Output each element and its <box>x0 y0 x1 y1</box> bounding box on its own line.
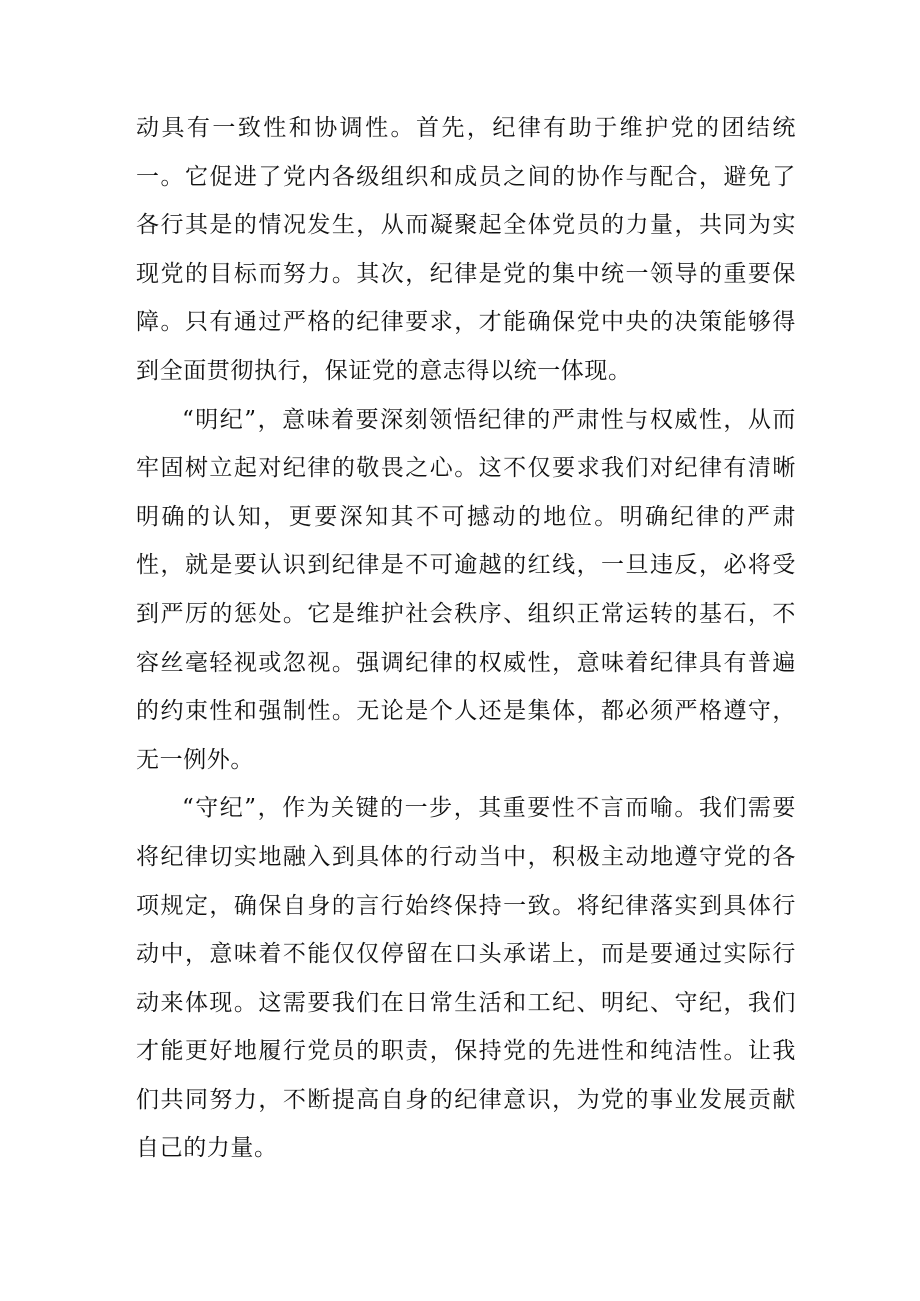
paragraph-3-shouji: “守纪”，作为关键的一步，其重要性不言而喻。我们需要将纪律切实地融入到具体的行动当中，积极主动地遵守党的各项规定，确保自身的言行始终保持一致。将纪律落实到具体行动中，意味着不能仅仅停留在口头承诺上，而是要通过实际行动来体现。这需要我们在日常生活和工纪、明纪、守纪，我们才能更好地履行党员的职责，保持党的先进性和纯洁性。让我们共同努力，不断提高自身的纪律意识，为党的事业发展贡献自己的力量。 <box>136 795 796 1162</box>
document-body <box>136 104 796 1173</box>
paragraph-2-mingji: “明纪”，意味着要深刻领悟纪律的严肃性与权威性，从而牢固树立起对纪律的敬畏之心。这不仅要求我们对纪律有清晰明确的认知，更要深知其不可撼动的地位。明确纪律的严肃性，就是要认识到纪律是不可逾越的红线，一旦违反，必将受到严厉的惩处。它是维护社会秩序、组织正常运转的基石，不容丝毫轻视或忽视。强调纪律的权威性，意味着纪律具有普遍的约束性和强制性。无论是个人还是集体，都必须严格遵守，无一例外。 <box>136 406 796 773</box>
paragraph-1: 动具有一致性和协调性。首先，纪律有助于维护党的团结统一。它促进了党内各级组织和成员之间的协作与配合，避免了各行其是的情况发生，从而凝聚起全体党员的力量，共同为实现党的目标而努力。其次，纪律是党的集中统一领导的重要保障。只有通过严格的纪律要求，才能确保党中央的决策能够得到全面贯彻执行，保证党的意志得以统一体现。 <box>136 115 796 384</box>
